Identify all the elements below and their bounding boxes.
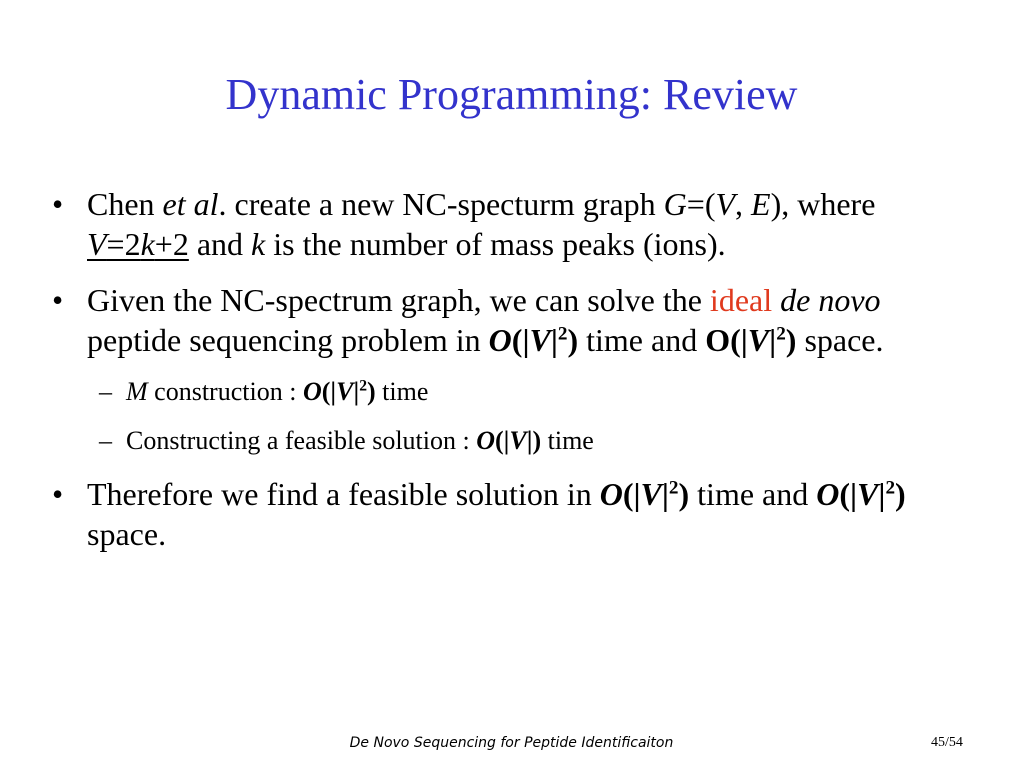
bullet-dot: • — [52, 282, 64, 318]
bullet-text — [772, 282, 780, 318]
highlight-ideal: ideal — [709, 282, 773, 318]
bullet-text: space. — [796, 322, 884, 358]
bullet-text: Chen — [87, 186, 163, 222]
bullet-text: . create a new NC-specturm graph — [218, 186, 664, 222]
big-o-symbol: O — [476, 426, 496, 455]
exponent: 2 — [776, 323, 786, 345]
de-novo-text: de novo — [780, 282, 881, 318]
space-complexity — [705, 322, 796, 358]
et-al-text: et al — [162, 186, 219, 222]
vertex-symbol: V — [857, 476, 879, 512]
vertex-symbol: V — [715, 186, 736, 222]
sub-bullet-item-2 — [52, 425, 972, 457]
time-complexity — [600, 476, 689, 512]
bullet-text: space. — [87, 516, 167, 552]
k-symbol: k — [140, 226, 155, 262]
time-complexity — [476, 426, 541, 455]
bullet-text: and — [188, 226, 252, 262]
time-complexity — [303, 377, 376, 406]
vertex-formula — [87, 226, 189, 262]
bullet-text: Therefore we find a feasible solution in — [87, 476, 600, 512]
graph-symbol-G: G — [663, 186, 687, 222]
formula-text: (| — [511, 322, 530, 358]
bullet-text: , — [735, 186, 752, 222]
formula-text: |) — [526, 426, 542, 455]
big-o-symbol: O — [302, 377, 322, 406]
formula-text: | — [878, 476, 886, 512]
sub-bullet-dash: – — [99, 377, 112, 406]
vertex-symbol: V — [336, 377, 354, 406]
page-number: 45/54 — [931, 735, 963, 750]
bullet-text: Constructing a feasible solution : — [126, 426, 477, 455]
bullet-text: Given the NC-spectrum graph, we can solve the — [87, 282, 710, 318]
formula-text: ) — [567, 322, 579, 358]
time-complexity — [489, 322, 578, 358]
edge-symbol: E — [751, 186, 771, 222]
formula-text: (| — [321, 377, 337, 406]
exponent: 2 — [359, 377, 367, 395]
formula-text: (| — [839, 476, 858, 512]
formula-text: (| — [495, 426, 510, 455]
formula-text: | — [353, 377, 360, 406]
formula-text: +2 — [154, 226, 189, 262]
slide-footer: De Novo Sequencing for Peptide Identificaiton — [349, 735, 674, 751]
vertex-symbol: V — [87, 226, 107, 262]
bullet-text: ), where — [770, 186, 876, 222]
exponent: 2 — [885, 477, 896, 499]
bullet-text: time and — [578, 322, 706, 358]
bullet-list — [52, 184, 972, 570]
bullet-text: time — [375, 377, 429, 406]
vertex-symbol: V — [640, 476, 662, 512]
formula-text: ) — [366, 377, 376, 406]
sub-bullet-item-1 — [52, 376, 972, 408]
bullet-dot: • — [52, 186, 64, 222]
k-symbol: k — [251, 226, 266, 262]
m-symbol: M — [126, 377, 148, 406]
formula-text: (| — [622, 476, 641, 512]
bullet-dot: • — [52, 476, 64, 512]
formula-text: ) — [678, 476, 690, 512]
big-o-symbol: O — [816, 476, 840, 512]
formula-text: O(| — [705, 322, 748, 358]
formula-text: ) — [895, 476, 906, 512]
bullet-text: =( — [686, 186, 716, 222]
space-complexity — [816, 476, 905, 512]
bullet-text: time — [541, 426, 594, 455]
bullet-text: time and — [689, 476, 817, 512]
bullet-item-3 — [52, 474, 972, 554]
big-o-symbol: O — [599, 476, 623, 512]
formula-text: ) — [785, 322, 797, 358]
vertex-symbol: V — [529, 322, 551, 358]
formula-text: | — [550, 322, 558, 358]
exponent: 2 — [557, 323, 568, 345]
bullet-item-2 — [52, 280, 972, 360]
bullet-text: is the number of mass peaks (ions). — [265, 226, 726, 262]
formula-text: =2 — [106, 226, 141, 262]
bullet-text: construction : — [147, 377, 303, 406]
vertex-symbol: V — [509, 426, 527, 455]
exponent: 2 — [668, 477, 679, 499]
bullet-item-1 — [52, 184, 972, 264]
big-o-symbol: O — [488, 322, 512, 358]
bullet-text: peptide sequencing problem in — [87, 322, 489, 358]
formula-text: | — [661, 476, 669, 512]
vertex-symbol: V — [747, 322, 770, 358]
slide-title: Dynamic Programming: Review — [225, 70, 798, 119]
formula-text: | — [769, 322, 777, 358]
sub-bullet-dash: – — [99, 426, 112, 455]
